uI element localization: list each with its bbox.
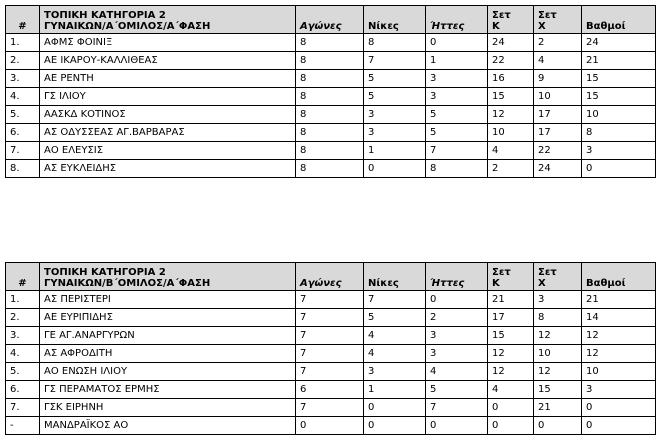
row-position: 2. xyxy=(6,52,40,70)
row-losses: 3 xyxy=(426,70,488,88)
header-sets-k-1: Σετ xyxy=(492,10,511,21)
row-position: 7. xyxy=(6,399,40,417)
row-points: 12 xyxy=(582,345,656,363)
row-games: 7 xyxy=(296,291,364,309)
table-row xyxy=(6,70,656,88)
row-games: 7 xyxy=(296,309,364,327)
table-row xyxy=(6,106,656,124)
row-losses: 3 xyxy=(426,88,488,106)
header-wins: Νίκες xyxy=(364,263,426,291)
row-position: - xyxy=(6,417,40,435)
table-row xyxy=(6,88,656,106)
row-position: 5. xyxy=(6,363,40,381)
header-pos: # xyxy=(6,6,40,34)
row-position: 3. xyxy=(6,70,40,88)
table-row xyxy=(6,142,656,160)
row-losses: 7 xyxy=(426,399,488,417)
row-team-name: ΑΣ ΠΕΡΙΣΤΕΡΙ xyxy=(40,291,296,309)
row-games: 8 xyxy=(296,34,364,52)
row-games: 8 xyxy=(296,106,364,124)
table-row xyxy=(6,309,656,327)
header-wins: Νίκες xyxy=(364,6,426,34)
title-line-2: ΓΥΝΑΙΚΩΝ/Α΄ΟΜΙΛΟΣ/Α΄ΦΑΣΗ xyxy=(44,21,211,32)
row-games: 7 xyxy=(296,363,364,381)
row-points: 21 xyxy=(582,291,656,309)
header-losses: Ήττες xyxy=(426,263,488,291)
row-games: 6 xyxy=(296,381,364,399)
header-points: Βαθμοί xyxy=(582,6,656,34)
row-sets-won: 17 xyxy=(488,309,534,327)
row-sets-won: 2 xyxy=(488,160,534,178)
row-sets-won: 0 xyxy=(488,417,534,435)
row-points: 0 xyxy=(582,417,656,435)
row-sets-lost: 12 xyxy=(534,363,582,381)
row-sets-lost: 22 xyxy=(534,142,582,160)
row-wins: 0 xyxy=(364,160,426,178)
header-sets-k-2: Κ xyxy=(492,21,500,32)
row-games: 8 xyxy=(296,142,364,160)
row-sets-won: 4 xyxy=(488,142,534,160)
row-points: 8 xyxy=(582,124,656,142)
title-line-2: ΓΥΝΑΙΚΩΝ/Β΄ΟΜΙΛΟΣ/Α΄ΦΑΣΗ xyxy=(44,278,211,289)
row-losses: 1 xyxy=(426,52,488,70)
row-games: 8 xyxy=(296,70,364,88)
row-team-name: ΑΟ ΕΝΩΣΗ ΙΛΙΟΥ xyxy=(40,363,296,381)
row-position: 1. xyxy=(6,34,40,52)
header-row xyxy=(6,263,656,291)
header-row xyxy=(6,6,656,34)
row-sets-won: 22 xyxy=(488,52,534,70)
row-losses: 7 xyxy=(426,142,488,160)
table-row xyxy=(6,345,656,363)
row-points: 10 xyxy=(582,106,656,124)
row-losses: 0 xyxy=(426,417,488,435)
table-row xyxy=(6,291,656,309)
row-sets-won: 15 xyxy=(488,88,534,106)
header-sets-x-2: Χ xyxy=(538,278,546,289)
row-team-name: ΑΣ ΟΔΥΣΣΕΑΣ ΑΓ.ΒΑΡΒΑΡΑΣ xyxy=(40,124,296,142)
row-losses: 5 xyxy=(426,381,488,399)
row-sets-won: 0 xyxy=(488,399,534,417)
table-row xyxy=(6,399,656,417)
row-wins: 5 xyxy=(364,88,426,106)
row-sets-won: 10 xyxy=(488,124,534,142)
row-sets-lost: 2 xyxy=(534,34,582,52)
table-row xyxy=(6,363,656,381)
row-points: 3 xyxy=(582,142,656,160)
row-sets-lost: 3 xyxy=(534,291,582,309)
header-sets-x-2: Χ xyxy=(538,21,546,32)
table-row xyxy=(6,417,656,435)
row-sets-won: 21 xyxy=(488,291,534,309)
row-wins: 1 xyxy=(364,142,426,160)
row-sets-lost: 24 xyxy=(534,160,582,178)
row-position: 2. xyxy=(6,309,40,327)
header-sets-k xyxy=(488,263,534,291)
row-sets-won: 4 xyxy=(488,381,534,399)
row-points: 3 xyxy=(582,381,656,399)
row-points: 24 xyxy=(582,34,656,52)
row-sets-won: 16 xyxy=(488,70,534,88)
row-losses: 3 xyxy=(426,345,488,363)
header-games: Αγώνες xyxy=(296,263,364,291)
row-position: 1. xyxy=(6,291,40,309)
row-team-name: ΓΣ ΠΕΡΑΜΑΤΟΣ ΕΡΜΗΣ xyxy=(40,381,296,399)
standings-table-group-a xyxy=(5,5,656,178)
row-wins: 3 xyxy=(364,363,426,381)
row-sets-lost: 10 xyxy=(534,88,582,106)
table-row xyxy=(6,34,656,52)
row-wins: 0 xyxy=(364,399,426,417)
table-title xyxy=(40,263,296,291)
row-points: 10 xyxy=(582,363,656,381)
row-wins: 7 xyxy=(364,291,426,309)
row-games: 8 xyxy=(296,52,364,70)
row-points: 12 xyxy=(582,327,656,345)
row-team-name: ΑΣ ΕΥΚΛΕΙΔΗΣ xyxy=(40,160,296,178)
row-games: 8 xyxy=(296,88,364,106)
row-sets-lost: 15 xyxy=(534,381,582,399)
row-wins: 8 xyxy=(364,34,426,52)
header-sets-x xyxy=(534,263,582,291)
row-team-name: ΑΑΣΚΔ ΚΟΤΙΝΟΣ xyxy=(40,106,296,124)
row-wins: 7 xyxy=(364,52,426,70)
row-sets-lost: 17 xyxy=(534,124,582,142)
row-losses: 0 xyxy=(426,34,488,52)
row-team-name: ΜΑΝΔΡΑΪΚΟΣ ΑΟ xyxy=(40,417,296,435)
row-games: 7 xyxy=(296,327,364,345)
row-team-name: ΑΦΜΣ ΦΟΙΝΙΞ xyxy=(40,34,296,52)
header-sets-k-1: Σετ xyxy=(492,267,511,278)
row-wins: 4 xyxy=(364,327,426,345)
header-points: Βαθμοί xyxy=(582,263,656,291)
row-sets-won: 24 xyxy=(488,34,534,52)
row-games: 7 xyxy=(296,399,364,417)
row-sets-lost: 8 xyxy=(534,309,582,327)
row-losses: 8 xyxy=(426,160,488,178)
row-games: 8 xyxy=(296,124,364,142)
table-title xyxy=(40,6,296,34)
row-points: 14 xyxy=(582,309,656,327)
row-points: 0 xyxy=(582,399,656,417)
header-losses: Ήττες xyxy=(426,6,488,34)
row-team-name: ΓΕ ΑΓ.ΑΝΑΡΓΥΡΩΝ xyxy=(40,327,296,345)
header-sets-x-1: Σετ xyxy=(538,267,557,278)
row-points: 15 xyxy=(582,70,656,88)
row-position: 8. xyxy=(6,160,40,178)
row-position: 3. xyxy=(6,327,40,345)
row-team-name: ΑΕ ΡΕΝΤΗ xyxy=(40,70,296,88)
row-points: 15 xyxy=(582,88,656,106)
row-sets-lost: 0 xyxy=(534,417,582,435)
row-games: 0 xyxy=(296,417,364,435)
row-losses: 5 xyxy=(426,124,488,142)
row-losses: 4 xyxy=(426,363,488,381)
row-team-name: ΑΕ ΙΚΑΡΟΥ-ΚΑΛΛΙΘΕΑΣ xyxy=(40,52,296,70)
row-games: 7 xyxy=(296,345,364,363)
row-losses: 5 xyxy=(426,106,488,124)
row-position: 4. xyxy=(6,345,40,363)
header-games: Αγώνες xyxy=(296,6,364,34)
row-games: 8 xyxy=(296,160,364,178)
row-sets-lost: 12 xyxy=(534,327,582,345)
row-wins: 1 xyxy=(364,381,426,399)
row-team-name: ΓΣΚ ΕΙΡΗΝΗ xyxy=(40,399,296,417)
row-wins: 3 xyxy=(364,106,426,124)
row-losses: 2 xyxy=(426,309,488,327)
row-position: 5. xyxy=(6,106,40,124)
row-points: 21 xyxy=(582,52,656,70)
row-position: 6. xyxy=(6,124,40,142)
row-sets-won: 12 xyxy=(488,345,534,363)
row-sets-lost: 9 xyxy=(534,70,582,88)
table-row xyxy=(6,327,656,345)
title-line-1: ΤΟΠΙΚΗ ΚΑΤΗΓΟΡΙΑ 2 xyxy=(44,267,166,278)
row-losses: 0 xyxy=(426,291,488,309)
row-sets-lost: 10 xyxy=(534,345,582,363)
row-sets-won: 15 xyxy=(488,327,534,345)
table-row xyxy=(6,52,656,70)
row-losses: 3 xyxy=(426,327,488,345)
table-row xyxy=(6,160,656,178)
row-position: 7. xyxy=(6,142,40,160)
row-wins: 0 xyxy=(364,417,426,435)
header-sets-k-2: Κ xyxy=(492,278,500,289)
header-sets-k xyxy=(488,6,534,34)
row-team-name: ΑΣ ΑΦΡΟΔΙΤΗ xyxy=(40,345,296,363)
row-team-name: ΑΕ ΕΥΡΙΠΙΔΗΣ xyxy=(40,309,296,327)
row-sets-lost: 21 xyxy=(534,399,582,417)
row-position: 6. xyxy=(6,381,40,399)
header-pos: # xyxy=(6,263,40,291)
row-position: 4. xyxy=(6,88,40,106)
header-sets-x xyxy=(534,6,582,34)
row-wins: 4 xyxy=(364,345,426,363)
row-wins: 5 xyxy=(364,70,426,88)
row-wins: 3 xyxy=(364,124,426,142)
standings-table-group-b xyxy=(5,262,656,435)
table-row xyxy=(6,381,656,399)
header-sets-x-1: Σετ xyxy=(538,10,557,21)
table-row xyxy=(6,124,656,142)
row-wins: 5 xyxy=(364,309,426,327)
row-sets-won: 12 xyxy=(488,363,534,381)
row-team-name: ΓΣ ΙΛΙΟΥ xyxy=(40,88,296,106)
row-sets-lost: 17 xyxy=(534,106,582,124)
row-points: 0 xyxy=(582,160,656,178)
row-sets-won: 12 xyxy=(488,106,534,124)
row-team-name: ΑΟ ΕΛΕΥΣΙΣ xyxy=(40,142,296,160)
title-line-1: ΤΟΠΙΚΗ ΚΑΤΗΓΟΡΙΑ 2 xyxy=(44,10,166,21)
row-sets-lost: 4 xyxy=(534,52,582,70)
